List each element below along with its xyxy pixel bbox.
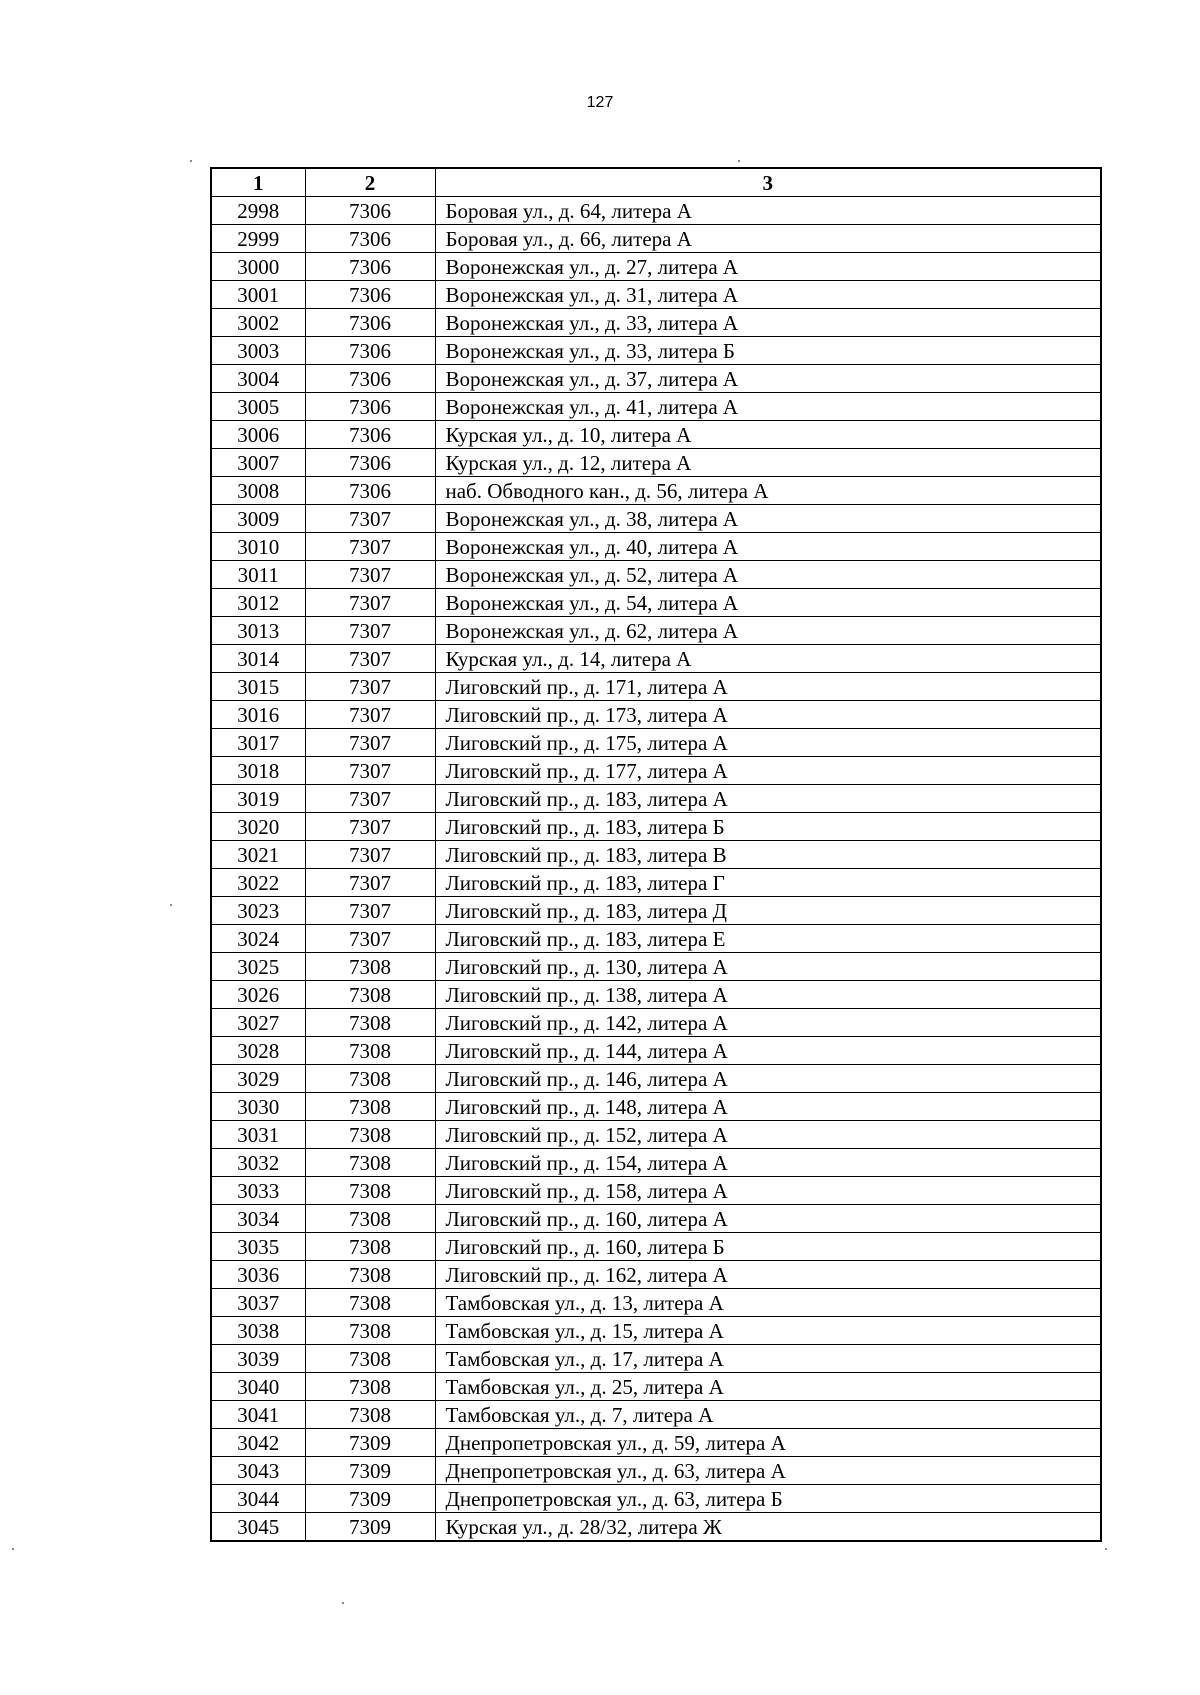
table-row xyxy=(211,701,1101,729)
address: Лиговский пр., д. 148, литера А xyxy=(435,1093,1101,1121)
row-number: 3010 xyxy=(211,533,305,561)
row-number: 3004 xyxy=(211,365,305,393)
block-code: 7306 xyxy=(305,253,435,281)
row-number: 3019 xyxy=(211,785,305,813)
table-row xyxy=(211,393,1101,421)
block-code: 7308 xyxy=(305,1289,435,1317)
block-code: 7307 xyxy=(305,813,435,841)
address: Воронежская ул., д. 33, литера Б xyxy=(435,337,1101,365)
address: Курская ул., д. 14, литера А xyxy=(435,645,1101,673)
block-code: 7307 xyxy=(305,785,435,813)
table-row xyxy=(211,1149,1101,1177)
table-row xyxy=(211,533,1101,561)
block-code: 7307 xyxy=(305,673,435,701)
block-code: 7307 xyxy=(305,589,435,617)
row-number: 3008 xyxy=(211,477,305,505)
table-row xyxy=(211,365,1101,393)
block-code: 7308 xyxy=(305,1037,435,1065)
address: Воронежская ул., д. 62, литера А xyxy=(435,617,1101,645)
row-number: 3006 xyxy=(211,421,305,449)
block-code: 7308 xyxy=(305,1345,435,1373)
block-code: 7307 xyxy=(305,729,435,757)
address: Лиговский пр., д. 183, литера В xyxy=(435,841,1101,869)
header-row xyxy=(211,168,1101,197)
table-row xyxy=(211,1177,1101,1205)
table-row xyxy=(211,561,1101,589)
table-row xyxy=(211,1233,1101,1261)
address: Воронежская ул., д. 54, литера А xyxy=(435,589,1101,617)
address: Воронежская ул., д. 37, литера А xyxy=(435,365,1101,393)
row-number: 3024 xyxy=(211,925,305,953)
address: Воронежская ул., д. 27, литера А xyxy=(435,253,1101,281)
table-row xyxy=(211,1093,1101,1121)
block-code: 7306 xyxy=(305,365,435,393)
row-number: 2998 xyxy=(211,197,305,225)
block-code: 7307 xyxy=(305,925,435,953)
scan-speck xyxy=(1105,1548,1107,1550)
block-code: 7308 xyxy=(305,953,435,981)
scan-speck xyxy=(738,160,740,162)
table-row xyxy=(211,785,1101,813)
block-code: 7308 xyxy=(305,1093,435,1121)
address: Воронежская ул., д. 52, литера А xyxy=(435,561,1101,589)
block-code: 7306 xyxy=(305,449,435,477)
table-row xyxy=(211,1317,1101,1345)
table-row xyxy=(211,589,1101,617)
address: Лиговский пр., д. 130, литера А xyxy=(435,953,1101,981)
row-number: 3036 xyxy=(211,1261,305,1289)
block-code: 7308 xyxy=(305,1009,435,1037)
block-code: 7307 xyxy=(305,701,435,729)
scan-speck xyxy=(12,1548,14,1550)
block-code: 7308 xyxy=(305,1233,435,1261)
table-row xyxy=(211,1009,1101,1037)
address: Лиговский пр., д. 162, литера А xyxy=(435,1261,1101,1289)
row-number: 3015 xyxy=(211,673,305,701)
row-number: 3022 xyxy=(211,869,305,897)
table-row xyxy=(211,1065,1101,1093)
row-number: 3021 xyxy=(211,841,305,869)
block-code: 7306 xyxy=(305,477,435,505)
address: Боровая ул., д. 64, литера А xyxy=(435,197,1101,225)
address: Лиговский пр., д. 138, литера А xyxy=(435,981,1101,1009)
block-code: 7308 xyxy=(305,1401,435,1429)
table-row xyxy=(211,729,1101,757)
table-row xyxy=(211,505,1101,533)
table-row xyxy=(211,477,1101,505)
table-row xyxy=(211,1429,1101,1457)
table-row xyxy=(211,1205,1101,1233)
address: Тамбовская ул., д. 15, литера А xyxy=(435,1317,1101,1345)
table-row xyxy=(211,197,1101,225)
address: Воронежская ул., д. 40, литера А xyxy=(435,533,1101,561)
address: Лиговский пр., д. 142, литера А xyxy=(435,1009,1101,1037)
address: Лиговский пр., д. 175, литера А xyxy=(435,729,1101,757)
block-code: 7309 xyxy=(305,1429,435,1457)
row-number: 3037 xyxy=(211,1289,305,1317)
table-row xyxy=(211,1485,1101,1513)
block-code: 7309 xyxy=(305,1485,435,1513)
table-row xyxy=(211,897,1101,925)
block-code: 7306 xyxy=(305,393,435,421)
address: Воронежская ул., д. 41, литера А xyxy=(435,393,1101,421)
block-code: 7307 xyxy=(305,897,435,925)
block-code: 7308 xyxy=(305,981,435,1009)
block-code: 7308 xyxy=(305,1373,435,1401)
block-code: 7308 xyxy=(305,1317,435,1345)
block-code: 7306 xyxy=(305,337,435,365)
block-code: 7307 xyxy=(305,757,435,785)
row-number: 3017 xyxy=(211,729,305,757)
row-number: 3042 xyxy=(211,1429,305,1457)
row-number: 3009 xyxy=(211,505,305,533)
row-number: 3028 xyxy=(211,1037,305,1065)
page-number: 127 xyxy=(586,94,614,111)
row-number: 3013 xyxy=(211,617,305,645)
row-number: 3023 xyxy=(211,897,305,925)
block-code: 7309 xyxy=(305,1457,435,1485)
block-code: 7308 xyxy=(305,1065,435,1093)
row-number: 3045 xyxy=(211,1513,305,1542)
address: Тамбовская ул., д. 13, литера А xyxy=(435,1289,1101,1317)
block-code: 7307 xyxy=(305,645,435,673)
address: Лиговский пр., д. 183, литера Е xyxy=(435,925,1101,953)
address: Лиговский пр., д. 160, литера Б xyxy=(435,1233,1101,1261)
row-number: 3029 xyxy=(211,1065,305,1093)
block-code: 7307 xyxy=(305,617,435,645)
row-number: 3040 xyxy=(211,1373,305,1401)
row-number: 3039 xyxy=(211,1345,305,1373)
row-number: 3027 xyxy=(211,1009,305,1037)
row-number: 3035 xyxy=(211,1233,305,1261)
table-row xyxy=(211,1037,1101,1065)
scan-speck xyxy=(170,904,172,906)
table-row xyxy=(211,309,1101,337)
address: Лиговский пр., д. 173, литера А xyxy=(435,701,1101,729)
block-code: 7306 xyxy=(305,225,435,253)
table-row xyxy=(211,1121,1101,1149)
address: Курская ул., д. 10, литера А xyxy=(435,421,1101,449)
row-number: 3018 xyxy=(211,757,305,785)
table-row xyxy=(211,421,1101,449)
row-number: 3026 xyxy=(211,981,305,1009)
address-registry-table xyxy=(210,167,1102,1542)
row-number: 3016 xyxy=(211,701,305,729)
address: Курская ул., д. 12, литера А xyxy=(435,449,1101,477)
column-header-3: 3 xyxy=(435,168,1101,197)
row-number: 3038 xyxy=(211,1317,305,1345)
row-number: 3025 xyxy=(211,953,305,981)
address: Лиговский пр., д. 144, литера А xyxy=(435,1037,1101,1065)
address: Днепропетровская ул., д. 63, литера Б xyxy=(435,1485,1101,1513)
address: Воронежская ул., д. 33, литера А xyxy=(435,309,1101,337)
block-code: 7308 xyxy=(305,1177,435,1205)
table-row xyxy=(211,337,1101,365)
address: Боровая ул., д. 66, литера А xyxy=(435,225,1101,253)
row-number: 3002 xyxy=(211,309,305,337)
row-number: 3032 xyxy=(211,1149,305,1177)
block-code: 7309 xyxy=(305,1513,435,1542)
row-number: 3030 xyxy=(211,1093,305,1121)
row-number: 3044 xyxy=(211,1485,305,1513)
row-number: 3011 xyxy=(211,561,305,589)
table-row xyxy=(211,1513,1101,1542)
column-header-1: 1 xyxy=(211,168,305,197)
address: Воронежская ул., д. 31, литера А xyxy=(435,281,1101,309)
table-row xyxy=(211,981,1101,1009)
block-code: 7306 xyxy=(305,197,435,225)
block-code: 7308 xyxy=(305,1121,435,1149)
table-row xyxy=(211,1345,1101,1373)
table-row xyxy=(211,225,1101,253)
block-code: 7308 xyxy=(305,1149,435,1177)
table-row xyxy=(211,813,1101,841)
block-code: 7306 xyxy=(305,421,435,449)
address: Лиговский пр., д. 183, литера Г xyxy=(435,869,1101,897)
table-row xyxy=(211,645,1101,673)
table-row xyxy=(211,925,1101,953)
table-row xyxy=(211,869,1101,897)
address: Днепропетровская ул., д. 63, литера А xyxy=(435,1457,1101,1485)
block-code: 7307 xyxy=(305,505,435,533)
table-row xyxy=(211,757,1101,785)
table-body xyxy=(211,197,1101,1542)
block-code: 7308 xyxy=(305,1205,435,1233)
address: Тамбовская ул., д. 25, литера А xyxy=(435,1373,1101,1401)
row-number: 3041 xyxy=(211,1401,305,1429)
block-code: 7307 xyxy=(305,841,435,869)
address: Лиговский пр., д. 158, литера А xyxy=(435,1177,1101,1205)
address: Лиговский пр., д. 183, литера А xyxy=(435,785,1101,813)
address: Лиговский пр., д. 146, литера А xyxy=(435,1065,1101,1093)
table-row xyxy=(211,1401,1101,1429)
block-code: 7307 xyxy=(305,533,435,561)
table-row xyxy=(211,617,1101,645)
row-number: 3043 xyxy=(211,1457,305,1485)
scan-speck xyxy=(342,1602,344,1604)
block-code: 7306 xyxy=(305,281,435,309)
row-number: 3007 xyxy=(211,449,305,477)
row-number: 3020 xyxy=(211,813,305,841)
address: Лиговский пр., д. 160, литера А xyxy=(435,1205,1101,1233)
block-code: 7306 xyxy=(305,309,435,337)
address: Тамбовская ул., д. 7, литера А xyxy=(435,1401,1101,1429)
table-row xyxy=(211,1373,1101,1401)
row-number: 3031 xyxy=(211,1121,305,1149)
address: Лиговский пр., д. 183, литера Д xyxy=(435,897,1101,925)
row-number: 2999 xyxy=(211,225,305,253)
table-row xyxy=(211,253,1101,281)
column-header-2: 2 xyxy=(305,168,435,197)
row-number: 3001 xyxy=(211,281,305,309)
address: Лиговский пр., д. 183, литера Б xyxy=(435,813,1101,841)
row-number: 3005 xyxy=(211,393,305,421)
address: Лиговский пр., д. 154, литера А xyxy=(435,1149,1101,1177)
address: Тамбовская ул., д. 17, литера А xyxy=(435,1345,1101,1373)
address: Лиговский пр., д. 171, литера А xyxy=(435,673,1101,701)
table-row xyxy=(211,1261,1101,1289)
row-number: 3034 xyxy=(211,1205,305,1233)
address: Лиговский пр., д. 152, литера А xyxy=(435,1121,1101,1149)
table-row xyxy=(211,1289,1101,1317)
address: Воронежская ул., д. 38, литера А xyxy=(435,505,1101,533)
row-number: 3003 xyxy=(211,337,305,365)
row-number: 3012 xyxy=(211,589,305,617)
row-number: 3014 xyxy=(211,645,305,673)
row-number: 3033 xyxy=(211,1177,305,1205)
address: наб. Обводного кан., д. 56, литера А xyxy=(435,477,1101,505)
block-code: 7307 xyxy=(305,561,435,589)
table-row xyxy=(211,449,1101,477)
row-number: 3000 xyxy=(211,253,305,281)
block-code: 7308 xyxy=(305,1261,435,1289)
table-row xyxy=(211,1457,1101,1485)
address: Лиговский пр., д. 177, литера А xyxy=(435,757,1101,785)
scan-speck xyxy=(190,160,192,162)
address: Днепропетровская ул., д. 59, литера А xyxy=(435,1429,1101,1457)
block-code: 7307 xyxy=(305,869,435,897)
table-row xyxy=(211,673,1101,701)
address: Курская ул., д. 28/32, литера Ж xyxy=(435,1513,1101,1542)
table-row xyxy=(211,841,1101,869)
table-row xyxy=(211,281,1101,309)
table-row xyxy=(211,953,1101,981)
